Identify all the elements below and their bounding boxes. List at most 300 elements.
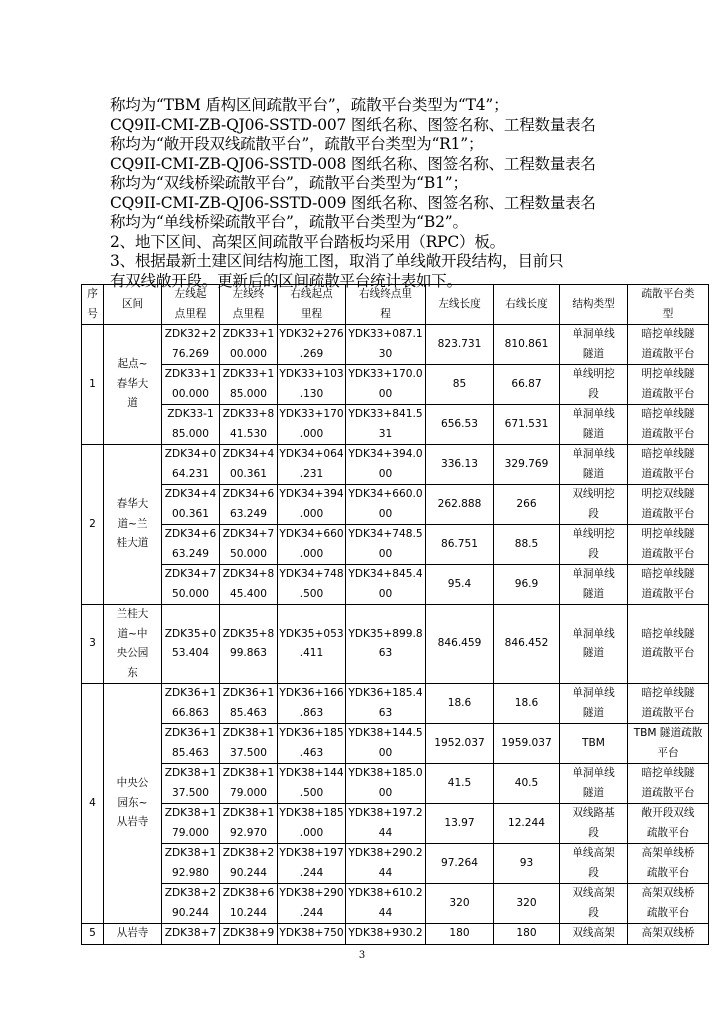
cell-line: .411 — [299, 647, 324, 659]
cell-line: .130 — [299, 387, 324, 400]
cell-line: YDK35+899.8 — [348, 627, 423, 640]
paragraph-line: CQ9II-CMI-ZB-QJ06-SSTD-007 图纸名称、图签名称、工程数量表名 — [110, 115, 596, 134]
cell-line: 00.000 — [171, 387, 210, 400]
cell-line: YDK36+185 — [279, 727, 344, 739]
cell-line: 00 — [378, 746, 393, 759]
cell-le — [220, 764, 278, 804]
paragraph-line: 2、地下区间、高架区间疏散平台踏板均采用（RPC）板。 — [110, 232, 505, 251]
cell-line: ZDK38+1 — [164, 847, 217, 859]
cell-ll: 823.731 — [426, 325, 494, 365]
cell-line: ZDK32+2 — [164, 328, 217, 340]
cell-st — [560, 325, 628, 365]
cell-line: 99.863 — [229, 647, 268, 659]
cell-line: 44 — [378, 866, 393, 879]
header-ls — [162, 285, 220, 325]
cell-line: 00 — [378, 467, 393, 480]
cell-line: 单洞单线 — [572, 627, 615, 640]
cell-line: 00.361 — [229, 467, 268, 480]
cell-line: 隧道 — [582, 467, 605, 480]
cell-line: YDK38+197.2 — [348, 807, 423, 819]
cell-line: 单洞单线 — [572, 408, 615, 420]
cell-line: 疏散平台类 — [641, 288, 695, 300]
cell-line: 程 — [380, 307, 391, 320]
cell-line: 37.500 — [229, 746, 268, 759]
cell-ll: 86.751 — [426, 525, 494, 565]
cell-line: 明挖双线隧 — [641, 488, 695, 500]
cell-re — [346, 405, 426, 445]
cell-rs — [278, 804, 346, 844]
cell-line: YDK34+845.4 — [348, 568, 423, 580]
cell-re — [346, 365, 426, 405]
cell-re — [346, 924, 426, 945]
cell-line: 单洞单线 — [572, 328, 615, 340]
cell-line: YDK34+394.0 — [348, 448, 423, 460]
cell-line: 桂大道 — [116, 537, 149, 550]
cell-line: 左线起 — [174, 288, 207, 300]
cell-line: 隧道 — [582, 347, 605, 360]
cell-line: ZDK38+9 — [222, 927, 275, 939]
cell-line: YDK38+144 — [279, 767, 344, 779]
cell-line: YDK34+660.0 — [348, 488, 423, 500]
cell-line: 道疏散平台 — [641, 427, 695, 440]
cell-line: ZDK34+0 — [164, 448, 217, 460]
cell-rs — [278, 684, 346, 724]
cell-line: YDK34+748.5 — [348, 528, 423, 540]
cell-line: 东 — [127, 666, 138, 679]
table-row — [82, 804, 709, 844]
cell-line: ZDK34+7 — [222, 528, 275, 540]
cell-ls — [162, 445, 220, 485]
cell-line: ZDK35+0 — [164, 627, 217, 640]
cell-pt — [628, 445, 709, 485]
cell-ls — [162, 605, 220, 684]
cell-rs — [278, 764, 346, 804]
cell-re — [346, 485, 426, 525]
header-seq — [82, 285, 104, 325]
cell-line: 30 — [378, 347, 393, 360]
cell-ll: 846.459 — [426, 605, 494, 684]
cell-section — [104, 325, 162, 445]
cell-ls — [162, 884, 220, 924]
cell-line: 平台 — [657, 746, 679, 759]
cell-line: ZDK38+2 — [222, 847, 275, 859]
cell-re — [346, 684, 426, 724]
header-le — [220, 285, 278, 325]
header-pt — [628, 285, 709, 325]
cell-line: 区间 — [121, 297, 144, 310]
cell-line: ZDK34+4 — [222, 448, 275, 460]
cell-line: 66.863 — [171, 706, 210, 719]
cell-line: 10.244 — [229, 906, 268, 919]
cell-st — [560, 804, 628, 844]
cell-line: 50.000 — [229, 547, 268, 560]
cell-rs — [278, 445, 346, 485]
cell-line: ZDK38+2 — [164, 887, 217, 899]
cell-line: 00 — [378, 507, 393, 520]
cell-re — [346, 565, 426, 605]
table-row — [82, 365, 709, 405]
cell-rl: 671.531 — [494, 405, 560, 445]
cell-line: 敞开段双线 — [641, 807, 695, 819]
cell-line: YDK38+930.2 — [348, 927, 423, 939]
cell-line: 疏散平台 — [646, 866, 690, 879]
cell-line: 隧道 — [582, 427, 605, 440]
cell-line: 左线长度 — [438, 297, 481, 310]
cell-pt — [628, 365, 709, 405]
cell-seq: 5 — [82, 924, 104, 945]
cell-line: 明挖单线隧 — [641, 368, 695, 380]
table-row — [82, 605, 709, 684]
cell-line: 暗挖单线隧 — [641, 328, 695, 340]
cell-ll: 95.4 — [426, 565, 494, 605]
cell-line: ZDK33+1 — [222, 328, 275, 340]
cell-line: YDK38+185 — [279, 807, 344, 819]
cell-line: ZDK33-1 — [167, 408, 214, 420]
cell-le — [220, 724, 278, 764]
cell-re — [346, 605, 426, 684]
header-re — [346, 285, 426, 325]
cell-line: 段 — [588, 866, 599, 879]
cell-line: 隧道 — [582, 786, 605, 799]
cell-rs — [278, 565, 346, 605]
cell-line: 暗挖单线隧 — [641, 687, 695, 699]
cell-line: 44 — [378, 906, 393, 919]
cell-rl: 266 — [494, 485, 560, 525]
cell-section — [104, 605, 162, 684]
body-text — [110, 96, 630, 291]
cell-line: YDK38+185.0 — [348, 767, 423, 779]
cell-rl: 810.861 — [494, 325, 560, 365]
cell-seq: 1 — [82, 325, 104, 445]
paragraph-line: 称均为“单线桥梁疏散平台”，疏散平台类型为“B2”。 — [110, 213, 468, 231]
cell-line: ZDK38+1 — [164, 807, 217, 819]
cell-line: 暗挖单线隧 — [641, 627, 695, 640]
cell-line: .863 — [299, 706, 324, 719]
cell-line: ZDK38+1 — [164, 767, 217, 779]
cell-line: 45.400 — [229, 587, 268, 600]
cell-le — [220, 365, 278, 405]
paragraph-line: 3、根据最新土建区间结构施工图，取消了单线敞开段结构，目前只 — [110, 252, 564, 270]
cell-rl: 88.5 — [494, 525, 560, 565]
cell-line: .000 — [299, 547, 324, 560]
cell-pt — [628, 924, 709, 945]
cell-line: ZDK35+8 — [222, 627, 275, 640]
cell-line: 50.000 — [171, 587, 210, 600]
cell-line: 段 — [588, 547, 599, 560]
cell-line: ZDK36+1 — [164, 687, 217, 699]
cell-st — [560, 485, 628, 525]
cell-le — [220, 445, 278, 485]
cell-pt — [628, 844, 709, 884]
cell-pt — [628, 884, 709, 924]
cell-line: 76.269 — [171, 347, 210, 360]
cell-line: 道~兰 — [117, 517, 148, 530]
cell-line: 高架双线桥 — [641, 887, 695, 899]
header-rl — [494, 285, 560, 325]
cell-line: 疏散平台 — [646, 906, 690, 919]
cell-st — [560, 924, 628, 945]
cell-pt — [628, 565, 709, 605]
cell-line: 隧道 — [582, 587, 605, 600]
cell-line: 暗挖单线隧 — [641, 568, 695, 580]
cell-st — [560, 445, 628, 485]
cell-rl: 846.452 — [494, 605, 560, 684]
cell-line: 道疏散平台 — [641, 467, 695, 480]
table-row — [82, 405, 709, 445]
cell-line: YDK36+185.4 — [348, 687, 423, 699]
cell-line: YDK38+290.2 — [348, 847, 423, 859]
cell-ll: 97.264 — [426, 844, 494, 884]
header-ll — [426, 285, 494, 325]
cell-st — [560, 764, 628, 804]
cell-ll: 320 — [426, 884, 494, 924]
cell-st — [560, 565, 628, 605]
cell-line: 道疏散平台 — [641, 786, 695, 799]
header-rs — [278, 285, 346, 325]
paragraph-line: CQ9II-CMI-ZB-QJ06-SSTD-009 图纸名称、图签名称、工程数量表名 — [110, 193, 596, 212]
cell-line: 85.000 — [171, 427, 210, 440]
cell-rl: 320 — [494, 884, 560, 924]
cell-pt — [628, 724, 709, 764]
cell-pt — [628, 764, 709, 804]
table-row — [82, 844, 709, 884]
cell-line: .244 — [299, 866, 324, 879]
cell-ll: 18.6 — [426, 684, 494, 724]
header-section — [104, 285, 162, 325]
cell-ls — [162, 565, 220, 605]
cell-st — [560, 844, 628, 884]
cell-line: TBM — [582, 736, 605, 749]
cell-line: 单洞单线 — [572, 568, 615, 580]
cell-line: 00.361 — [171, 507, 210, 520]
cell-line: 道疏散平台 — [641, 507, 695, 520]
table-row — [82, 485, 709, 525]
cell-line: ZDK34+4 — [164, 488, 217, 500]
cell-line: 63.249 — [229, 507, 268, 520]
cell-line: 央公园 — [116, 647, 149, 659]
cell-line: 暗挖单线隧 — [641, 408, 695, 420]
cell-line: 双线路基 — [572, 807, 615, 819]
cell-rl: 12.244 — [494, 804, 560, 844]
cell-section — [104, 684, 162, 924]
cell-ls — [162, 325, 220, 365]
cell-line: 单线明挖 — [572, 368, 615, 380]
cell-le — [220, 804, 278, 844]
cell-line: .500 — [299, 587, 324, 600]
cell-line: 春华大 — [116, 498, 149, 511]
cell-line: ZDK34+6 — [222, 488, 275, 500]
cell-line: YDK33+170 — [279, 408, 344, 420]
cell-line: 左线终 — [232, 288, 265, 300]
cell-line: 点里程 — [232, 307, 265, 320]
cell-re — [346, 445, 426, 485]
cell-rs — [278, 924, 346, 945]
cell-ls — [162, 485, 220, 525]
cell-line: 右线长度 — [505, 297, 548, 310]
cell-line: ZDK38+1 — [222, 767, 275, 779]
cell-line: 高架单线桥 — [641, 847, 695, 859]
cell-seq: 3 — [82, 605, 104, 684]
cell-line: 双线明挖 — [572, 488, 615, 500]
cell-rl: 40.5 — [494, 764, 560, 804]
cell-line: 00.000 — [229, 347, 268, 360]
cell-rs — [278, 485, 346, 525]
cell-ls — [162, 684, 220, 724]
cell-line: 44 — [378, 826, 393, 839]
cell-line: 道 — [127, 397, 138, 410]
cell-line: YDK38+750 — [279, 927, 344, 939]
cell-ls — [162, 764, 220, 804]
cell-le — [220, 405, 278, 445]
cell-pt — [628, 605, 709, 684]
cell-line: 85.463 — [229, 706, 268, 719]
cell-le — [220, 565, 278, 605]
cell-line: ZDK34+7 — [164, 568, 217, 580]
cell-le — [220, 525, 278, 565]
cell-rl: 96.9 — [494, 565, 560, 605]
cell-rs — [278, 525, 346, 565]
cell-re — [346, 325, 426, 365]
cell-line: 53.404 — [171, 647, 210, 659]
cell-line: TBM 隧道疏散 — [633, 727, 703, 739]
cell-line: YDK33+103 — [279, 368, 344, 380]
cell-line: .463 — [299, 746, 324, 759]
cell-line: 00 — [378, 387, 393, 400]
paragraph-line: 有双线敞开段。更新后的区间疏散平台统计表如下。 — [110, 271, 462, 290]
cell-rl: 1959.037 — [494, 724, 560, 764]
cell-line: YDK33+841.5 — [348, 408, 423, 420]
cell-ll: 336.13 — [426, 445, 494, 485]
cell-pt — [628, 485, 709, 525]
cell-line: ZDK38+1 — [222, 807, 275, 819]
cell-line: 90.244 — [171, 906, 210, 919]
cell-line: 31 — [378, 427, 393, 440]
cell-line: .244 — [299, 906, 324, 919]
table-row — [82, 445, 709, 485]
cell-line: 段 — [588, 507, 599, 520]
cell-line: 明挖单线隧 — [641, 528, 695, 540]
cell-line: ZDK38+7 — [164, 927, 217, 939]
cell-line: 道~中 — [117, 627, 148, 640]
page-number: 3 — [358, 950, 366, 961]
table-row — [82, 764, 709, 804]
cell-line: 00 — [378, 786, 393, 799]
cell-line: 92.970 — [229, 826, 268, 839]
cell-line: 85.463 — [171, 746, 210, 759]
cell-rl: 66.87 — [494, 365, 560, 405]
cell-line: 63 — [378, 647, 393, 659]
cell-pt — [628, 804, 709, 844]
cell-ls — [162, 525, 220, 565]
cell-line: 型 — [662, 307, 674, 320]
cell-line: 道疏散平台 — [641, 706, 695, 719]
cell-line: YDK34+064 — [279, 448, 344, 460]
cell-section — [104, 924, 162, 945]
paragraph-line: CQ9II-CMI-ZB-QJ06-SSTD-008 图纸名称、图签名称、工程数量表名 — [110, 154, 596, 173]
cell-line: 点里程 — [174, 307, 207, 320]
cell-line: 90.244 — [229, 866, 268, 879]
cell-line: 00 — [378, 587, 393, 600]
cell-line: YDK38+144.5 — [348, 727, 423, 739]
cell-line: .000 — [299, 507, 324, 520]
cell-rs — [278, 724, 346, 764]
cell-line: 右线起点 — [290, 288, 333, 300]
cell-line: ZDK36+1 — [222, 687, 275, 699]
cell-line: 单线明挖 — [572, 528, 615, 540]
cell-st — [560, 365, 628, 405]
cell-le — [220, 884, 278, 924]
cell-line: 里程 — [300, 307, 323, 320]
cell-ls — [162, 405, 220, 445]
cell-line: 79.000 — [171, 826, 210, 839]
cell-ls — [162, 924, 220, 945]
cell-st — [560, 405, 628, 445]
cell-line: 段 — [588, 906, 599, 919]
cell-line: 段 — [588, 826, 599, 839]
cell-line: 37.500 — [171, 786, 210, 799]
cell-re — [346, 764, 426, 804]
cell-pt — [628, 405, 709, 445]
cell-line: 41.530 — [229, 427, 268, 440]
cell-line: YDK33+087.1 — [348, 328, 423, 340]
cell-re — [346, 525, 426, 565]
cell-line: YDK35+053 — [279, 627, 344, 640]
cell-rl: 93 — [494, 844, 560, 884]
cell-line: 85.000 — [229, 387, 268, 400]
cell-line: YDK38+610.2 — [348, 887, 423, 899]
cell-line: .000 — [299, 826, 324, 839]
cell-line: YDK36+166 — [279, 687, 344, 699]
cell-line: 92.980 — [171, 866, 210, 879]
cell-line: 高架双线桥 — [641, 927, 695, 939]
cell-line: 疏散平台 — [646, 826, 690, 839]
cell-line: ZDK34+8 — [222, 568, 275, 580]
paragraph-line: 称均为“TBM 盾构区间疏散平台”，疏散平台类型为“T4”； — [110, 96, 509, 114]
cell-le — [220, 844, 278, 884]
cell-line: YDK33+170.0 — [348, 368, 423, 380]
cell-rl: 329.769 — [494, 445, 560, 485]
table-row — [82, 525, 709, 565]
cell-ls — [162, 365, 220, 405]
cell-line: ZDK33+1 — [164, 368, 217, 380]
cell-pt — [628, 684, 709, 724]
table-row — [82, 884, 709, 924]
cell-line: 道疏散平台 — [641, 387, 695, 400]
cell-line: 隧道 — [582, 706, 605, 719]
cell-line: 暗挖单线隧 — [641, 448, 695, 460]
cell-line: ZDK33+1 — [222, 368, 275, 380]
cell-line: ZDK34+6 — [164, 528, 217, 540]
cell-line: 序 — [87, 288, 98, 300]
cell-pt — [628, 325, 709, 365]
cell-line: YDK32+276 — [279, 328, 344, 340]
cell-seq: 4 — [82, 684, 104, 924]
cell-rl: 18.6 — [494, 684, 560, 724]
table-row — [82, 924, 709, 945]
cell-line: 单洞单线 — [572, 687, 615, 699]
cell-st — [560, 525, 628, 565]
cell-line: 暗挖单线隧 — [641, 767, 695, 779]
cell-line: ZDK36+1 — [164, 727, 217, 739]
paragraph-line: 称均为“敞开段双线疏散平台”，疏散平台类型为“R1”； — [110, 135, 484, 153]
cell-line: 双线高架 — [572, 927, 615, 939]
cell-line: 中央公 — [116, 777, 149, 790]
cell-line: 结构类型 — [572, 297, 615, 310]
cell-rl: 180 — [494, 924, 560, 945]
cell-le — [220, 325, 278, 365]
cell-line: 号 — [87, 307, 98, 320]
cell-re — [346, 844, 426, 884]
